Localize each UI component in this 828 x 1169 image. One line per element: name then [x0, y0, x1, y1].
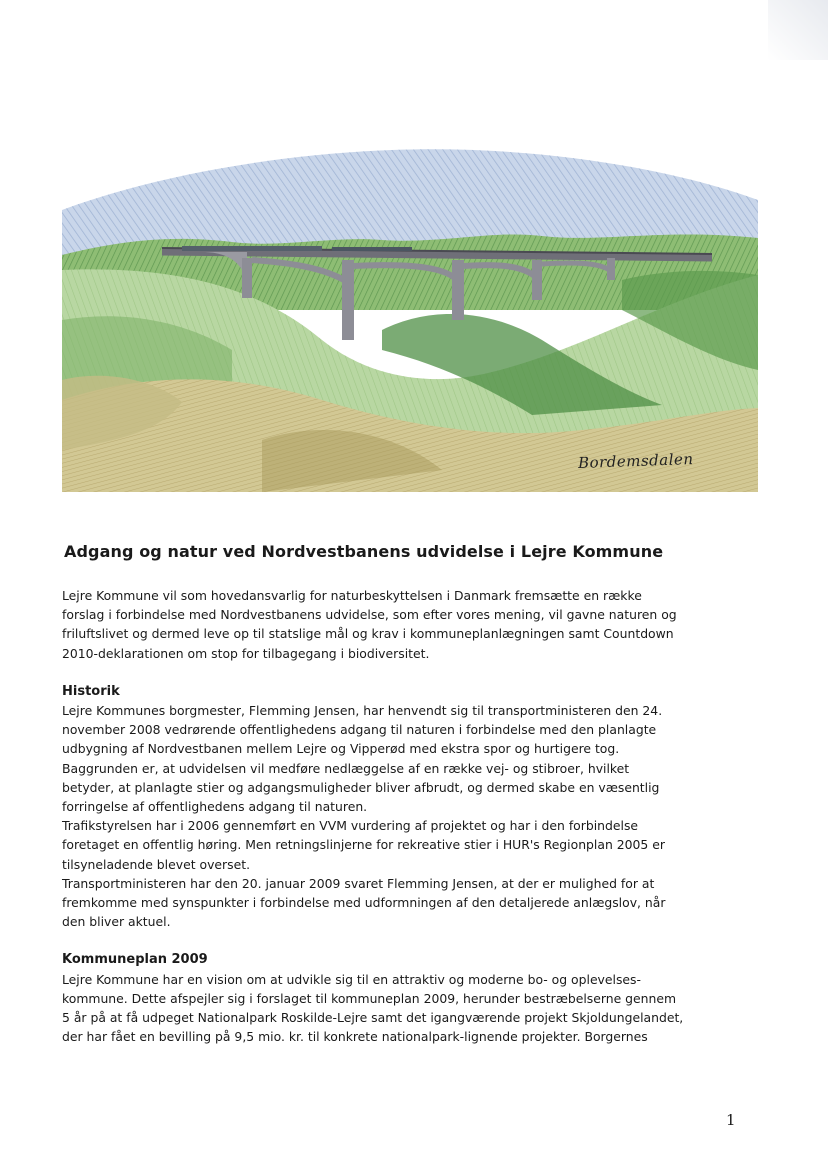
kommuneplan-section: [62, 950, 752, 1046]
text-line: Trafikstyrelsen har i 2006 gennemført en VVM vurdering af projektet og har i den forbindelse: [62, 818, 639, 834]
text-line: kommune. Dette afspejler sig i forslaget til kommuneplan 2009, herunder bestræbelserne gennem: [62, 990, 677, 1006]
document-heading: Adgang og natur ved Nordvestbanens udvidelse i Lejre Kommune: [64, 542, 664, 561]
document-body: [62, 586, 752, 1046]
historik-section: [62, 682, 752, 932]
section-title-historik: Historik: [62, 683, 120, 699]
text-line: 2010-deklarationen om stop for tilbagegang i biodiversitet.: [62, 645, 430, 661]
text-line: friluftslivet og dermed leve op til statslige mål og krav i kommuneplanlægningen samt Countdown: [62, 626, 674, 642]
text-line: den bliver aktuel.: [62, 914, 171, 930]
text-line: Transportministeren har den 20. januar 2009 svaret Flemming Jensen, at der er mulighed for at: [62, 875, 655, 891]
page-number: 1: [726, 1111, 736, 1129]
text-line: 5 år på at få udpeget Nationalpark Roskilde-Lejre samt det igangværende projekt Skjoldungelandet,: [62, 1010, 684, 1026]
text-line: Lejre Kommune har en vision om at udvikle sig til en attraktiv og moderne bo- og oplevelses-: [62, 971, 641, 987]
text-line: fremkomme med synspunkter i forbindelse med udformningen af den detaljerede anlægslov, når: [62, 895, 666, 911]
text-line: foretaget en offentlig høring. Men retningslinjerne for rekreative stier i HUR's Regionplan 2005 er: [62, 837, 665, 853]
text-line: der har fået en bevilling på 9,5 mio. kr. til konkrete nationalpark-lignende projekter. Borgernes: [62, 1029, 648, 1045]
text-line: tilsyneladende blevet overset.: [62, 856, 251, 872]
bridge-landscape-illustration: [62, 140, 758, 492]
text-line: udbygning af Nordvestbanen mellem Lejre og Vipperød med ekstra spor og hurtigere tog.: [62, 741, 620, 757]
text-line: betyder, at planlagte stier og adgangsmuligheder bliver afbrudt, og dermed skabe en væsentlig: [62, 779, 660, 795]
text-line: Lejre Kommune vil som hovedansvarlig for naturbeskyttelsen i Danmark fremsætte en række: [62, 588, 642, 603]
text-line: forslag i forbindelse med Nordvestbanens udvidelse, som efter vores mening, vil gavne naturen og: [62, 607, 677, 623]
scan-shadow: [768, 0, 828, 60]
text-line: november 2008 vedrørende offentlighedens adgang til naturen i forbindelse med den planlagte: [62, 722, 657, 738]
text-line: Baggrunden er, at udvidelsen vil medføre nedlæggelse af en række vej- og stibroer, hvilket: [62, 760, 630, 776]
text-line: Lejre Kommunes borgmester, Flemming Jensen, har henvendt sig til transportministeren den 24.: [62, 703, 663, 719]
artist-signature: Bordemsdalen: [577, 449, 694, 473]
text-line: forringelse af offentlighedens adgang til naturen.: [62, 799, 368, 815]
intro-paragraph: [62, 586, 752, 663]
section-title-kommuneplan: Kommuneplan 2009: [62, 952, 208, 968]
